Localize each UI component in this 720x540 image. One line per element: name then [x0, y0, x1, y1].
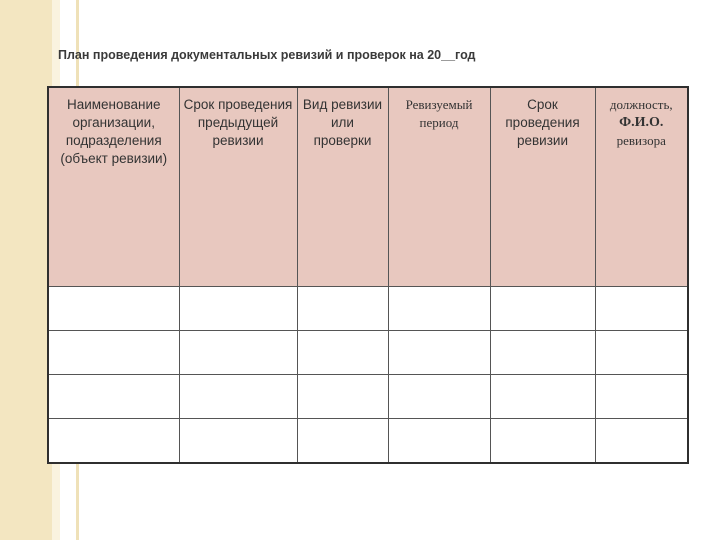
table-cell	[48, 418, 179, 463]
column-header-revision-date: Срок проведения ревизии	[490, 87, 595, 286]
table-cell	[297, 286, 388, 330]
table-cell	[179, 330, 297, 374]
table-cell	[297, 330, 388, 374]
table-header-row	[48, 87, 688, 286]
table-cell	[179, 418, 297, 463]
column-header-auditor: должность, Ф.И.О. ревизора	[595, 87, 688, 286]
column-header-organization: Наименование организации, подразделения (объект ревизии)	[48, 87, 179, 286]
table-cell	[490, 374, 595, 418]
table-cell	[388, 374, 490, 418]
table-cell	[48, 330, 179, 374]
table-cell	[388, 286, 490, 330]
table-row	[48, 418, 688, 463]
table-cell	[48, 286, 179, 330]
table-cell	[490, 286, 595, 330]
table-cell	[388, 330, 490, 374]
table-cell	[388, 418, 490, 463]
table-cell	[595, 286, 688, 330]
table-cell	[297, 374, 388, 418]
table-body	[48, 286, 688, 463]
table-cell	[179, 374, 297, 418]
table-cell	[490, 418, 595, 463]
table-cell	[595, 418, 688, 463]
table-row	[48, 330, 688, 374]
table-cell	[48, 374, 179, 418]
table-row	[48, 286, 688, 330]
table-cell	[490, 330, 595, 374]
table-cell	[595, 330, 688, 374]
column-header-revision-type: Вид ревизии или проверки	[297, 87, 388, 286]
table-cell	[297, 418, 388, 463]
page-title: План проведения документальных ревизий и проверок на 20__год	[58, 48, 476, 62]
column-header-previous-revision-date: Срок проведения предыдущей ревизии	[179, 87, 297, 286]
table-cell	[595, 374, 688, 418]
table-row	[48, 374, 688, 418]
revision-plan-table	[47, 86, 689, 464]
column-header-audited-period: Ревизуемый период	[388, 87, 490, 286]
table-cell	[179, 286, 297, 330]
decorative-left-band	[0, 0, 52, 540]
